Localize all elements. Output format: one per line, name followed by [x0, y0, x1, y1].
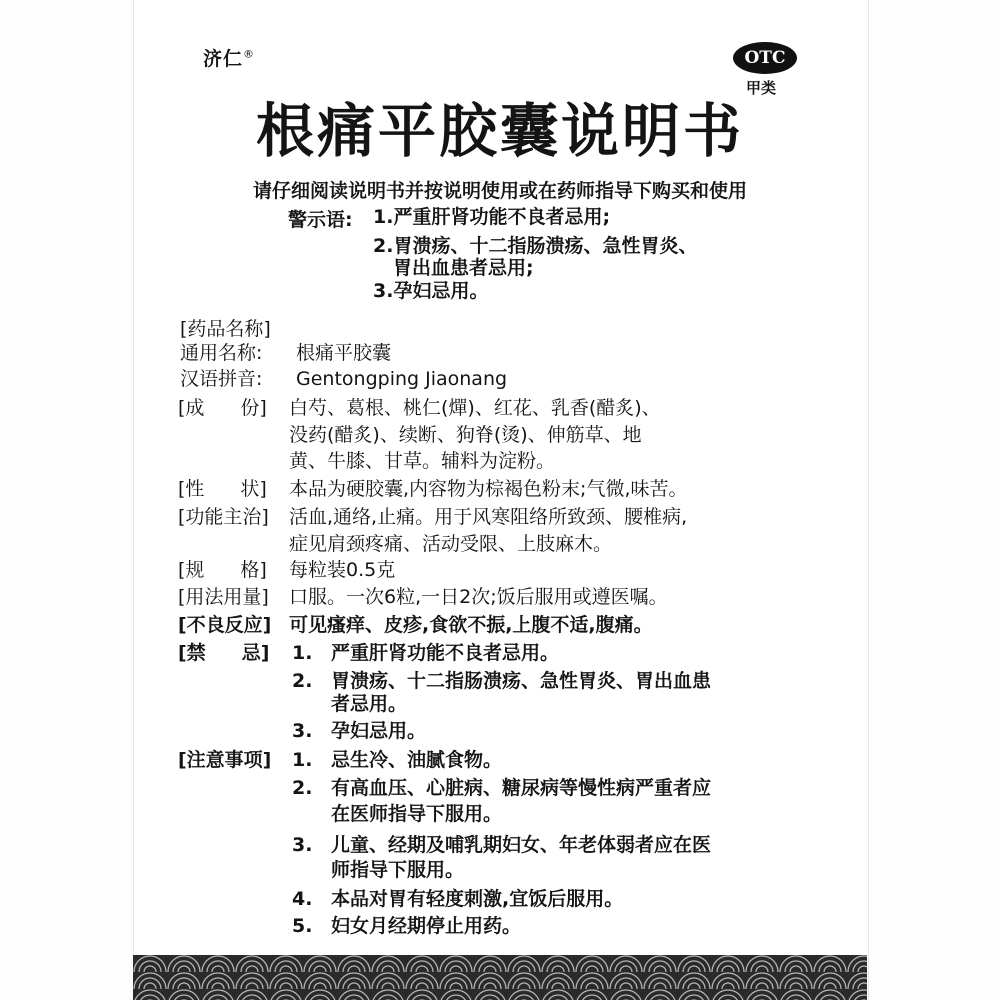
precaution-number: 1.: [292, 749, 313, 771]
precaution-item: 妇女月经期停止用药。: [331, 915, 522, 937]
warning-line: 3.孕妇忌用。: [373, 280, 489, 302]
precaution-item: 本品对胃有轻度刺激,宜饭后服用。: [331, 888, 624, 910]
warning-line: 胃出血患者忌用;: [393, 257, 534, 279]
dosage-label: [用法用量]: [178, 586, 269, 608]
page-title: 根痛平胶囊说明书: [255, 97, 744, 165]
ingredients-label: [成 份]: [178, 397, 267, 419]
precaution-number: 3.: [292, 834, 313, 856]
specification-value: 每粒装0.5克: [289, 559, 396, 581]
otc-badge: OTC: [733, 42, 797, 74]
pinyin-value: Gentongping Jiaonang: [296, 368, 508, 390]
indications-line: 活血,通络,止痛。用于风寒阻络所致颈、腰椎病,: [289, 506, 688, 528]
warning-label: 警示语:: [288, 209, 353, 231]
contraindication-item: 孕妇忌用。: [331, 720, 427, 742]
contraindication-number: 2.: [292, 670, 313, 692]
generic-name-value: 根痛平胶囊: [296, 342, 392, 364]
adverse-label: [不良反应]: [178, 614, 272, 636]
brand-logo: [203, 44, 255, 71]
appearance-label: [性 状]: [178, 478, 267, 500]
precautions-label: [注意事项]: [178, 749, 272, 771]
specification-label: [规 格]: [178, 559, 267, 581]
dosage-value: 口服。一次6粒,一日2次;饭后服用或遵医嘱。: [289, 586, 668, 608]
subtitle: 请仔细阅读说明书并按说明使用或在药师指导下购买和使用: [252, 180, 747, 202]
contraindication-item: 严重肝肾功能不良者忌用。: [331, 642, 560, 664]
contraindication-number: 1.: [292, 642, 313, 664]
precaution-item: 师指导下服用。: [331, 859, 465, 881]
appearance-value: 本品为硬胶囊,内容物为棕褐色粉末;气微,味苦。: [289, 478, 688, 500]
ingredients-line: 白芍、葛根、桃仁(燀)、红花、乳香(醋炙)、: [289, 397, 661, 419]
precaution-item: 在医师指导下服用。: [331, 803, 503, 825]
precaution-number: 2.: [292, 777, 313, 799]
generic-name-label: 通用名称:: [180, 342, 263, 364]
precaution-item: 有高血压、心脏病、糖尿病等慢性病严重者应: [331, 777, 712, 799]
registered-mark: ®: [243, 47, 256, 61]
indications-label: [功能主治]: [178, 506, 269, 528]
contraindications-label: [禁 忌]: [178, 642, 270, 664]
drug-name-header: [药品名称]: [180, 318, 271, 340]
brand-name: 济仁: [203, 48, 244, 70]
adverse-value: 可见瘙痒、皮疹,食欲不振,上腹不适,腹痛。: [289, 614, 653, 636]
warning-line: 1.严重肝肾功能不良者忌用;: [373, 206, 611, 228]
precaution-item: 儿童、经期及哺乳期妇女、年老体弱者应在医: [331, 834, 712, 856]
precaution-number: 4.: [292, 888, 313, 910]
decorative-wave-border: [133, 955, 867, 1000]
precaution-item: 忌生冷、油腻食物。: [331, 749, 503, 771]
ingredients-line: 没药(醋炙)、续断、狗脊(烫)、伸筋草、地: [289, 424, 642, 446]
contraindication-item: 者忌用。: [331, 693, 408, 715]
otc-class: 甲类: [746, 79, 777, 97]
precaution-number: 5.: [292, 915, 313, 937]
contraindication-item: 胃溃疡、十二指肠溃疡、急性胃炎、胃出血患: [331, 670, 712, 692]
ingredients-line: 黄、牛膝、甘草。辅料为淀粉。: [289, 450, 556, 472]
contraindication-number: 3.: [292, 720, 313, 742]
indications-line: 症见肩颈疼痛、活动受限、上肢麻木。: [289, 533, 613, 555]
pinyin-label: 汉语拼音:: [180, 368, 263, 390]
warning-line: 2.胃溃疡、十二指肠溃疡、急性胃炎、: [373, 235, 698, 257]
